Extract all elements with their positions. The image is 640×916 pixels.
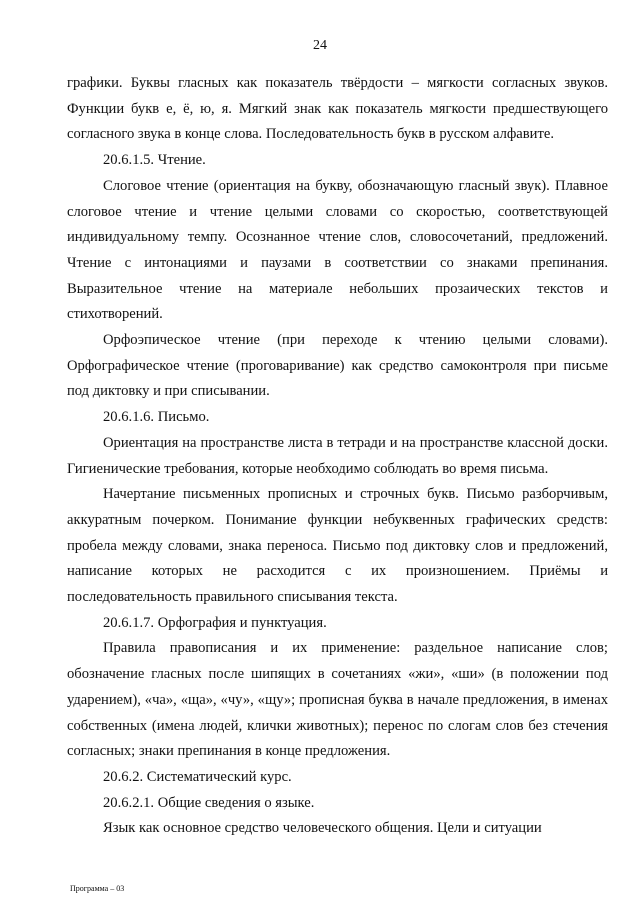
section-heading-systematic-course: 20.6.2. Систематический курс. [103,768,292,785]
page-footer: Программа – 03 [70,884,125,893]
paragraph-orthoepic-reading: Орфоэпическое чтение (при переходе к чтению целыми словами). Орфографическое чтение (проговаривание) как средство самоконтроля при письме под диктовку и при списывании. [67,332,608,400]
paragraph-letter-writing: Начертание письменных прописных и строчных букв. Письмо разборчивым, аккуратным почерком. Понимание функции небуквенных графических средств: пробела между словами, знака переноса. Письмо под диктовку слов и предложений, написание которых не расходится с их произношением. Приёмы и последовательность правильного списывания текста. [67,486,608,606]
page-number: 24 [313,38,327,53]
paragraph-spelling-rules: Правила правописания и их применение: раздельное написание слов; обозначение гласных после шипящих в сочетаниях «жи», «ши» (в положении под ударением), «ча», «ща», «чу», «щу»; прописная буква в начале предложения, в именах собственных (имена людей, клички животных); перенос по слогам слов без стечения согласных; знаки препинания в конце предложения. [67,640,608,760]
document-body [67,71,608,842]
paragraph-graphics: графики. Буквы гласных как показатель твёрдости – мягкости согласных звуков. Функции букв е, ё, ю, я. Мягкий знак как показатель мягкости предшествующего согласного звука в конце слова. Последовательность букв в русском алфавите. [67,75,608,143]
section-heading-reading: 20.6.1.5. Чтение. [103,152,206,169]
section-heading-orthography: 20.6.1.7. Орфография и пунктуация. [103,614,327,631]
section-heading-language-info: 20.6.2.1. Общие сведения о языке. [103,794,315,811]
paragraph-language-communication: Язык как основное средство человеческого общения. Цели и ситуации [103,820,542,837]
paragraph-syllabic-reading: Слоговое чтение (ориентация на букву, обозначающую гласный звук). Плавное слоговое чтение и чтение целыми словами со скоростью, соответствующей индивидуальному темпу. Осознанное чтение слов, словосочетаний, предложений. Чтение с интонациями и паузами в соответствии со знаками препинания. Выразительное чтение на материале небольших прозаических текстов и стихотворений. [67,177,608,323]
paragraph-orientation: Ориентация на пространстве листа в тетради и на пространстве классной доски. Гигиенические требования, которые необходимо соблюдать во время письма. [67,434,608,477]
section-heading-writing: 20.6.1.6. Письмо. [103,409,210,426]
